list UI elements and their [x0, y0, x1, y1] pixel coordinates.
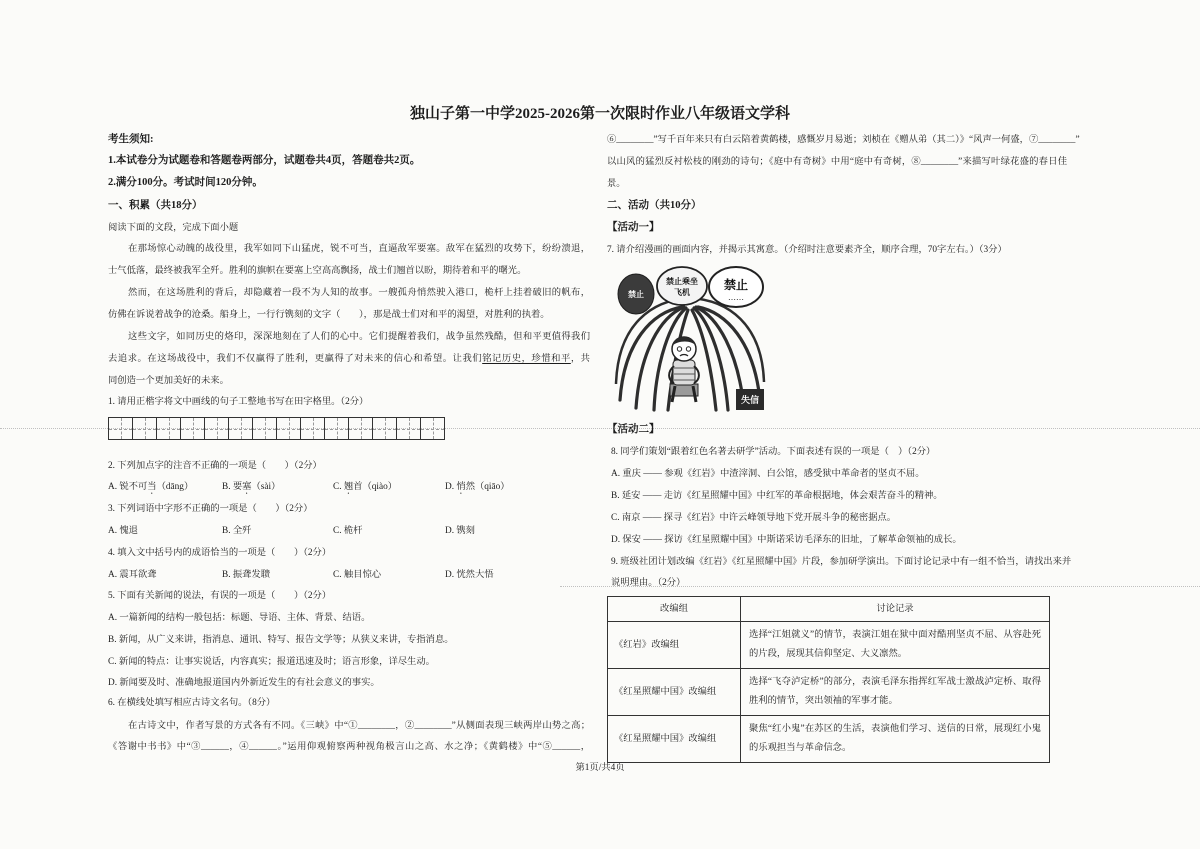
- option: C. 南京 —— 探寻《红岩》中许云峰领导地下党开展斗争的秘密据点。: [611, 513, 897, 523]
- option-text: B. 要: [222, 482, 243, 492]
- option: D. 新闻要及时、准确地报道国内外新近发生的有社会意义的事实。: [108, 678, 380, 688]
- tianzige-cell: [420, 417, 445, 440]
- option: D. 保安 —— 探访《红星照耀中国》中斯诺采访毛泽东的旧址，了解革命领袖的成长。: [611, 535, 962, 545]
- option: C. 新闻的特点：让事实说话，内容真实；报道迅速及时；语言形象，详尽生动。: [108, 657, 435, 667]
- notice-item: 1.本试卷分为试题卷和答题卷两部分，试题卷共4页，答题卷共2页。: [108, 155, 421, 166]
- passage-text: 去追求。在这场战役中，我们不仅赢得了胜利，更赢得了对未来的信心和希望。让我们: [108, 354, 483, 364]
- question-stem: 6. 在横线处填写相应古诗文名句。（8分）: [108, 698, 276, 708]
- ball-right: [709, 267, 763, 307]
- page-footer: 第1页/共4页: [575, 763, 625, 773]
- tag-label: 失信: [740, 395, 760, 405]
- question-stem: 9. 班级社团计划改编《红岩》《红星照耀中国》片段，参加研学演出。下面讨论记录中有一组不恰当，请找出来并: [611, 557, 1072, 567]
- option: C. 桅杆: [333, 526, 363, 536]
- option: [333, 480, 397, 497]
- dotted-char: 当: [147, 482, 157, 492]
- record-cell: 选择“飞夺泸定桥”的部分，表演毛泽东指挥红军战士激战泸定桥、取得胜利的情节，突出领袖的军事才能。: [741, 669, 1050, 716]
- tianzige-cell: [300, 417, 325, 440]
- option: [108, 480, 193, 497]
- dishonesty-tag: [736, 389, 764, 410]
- option: B. 延安 —— 走访《红星照耀中国》中红军的革命根据地，体会艰苦奋斗的精神。: [611, 491, 943, 501]
- group-cell: 《红星照耀中国》改编组: [608, 716, 741, 763]
- option: C. 触目惊心: [333, 570, 382, 580]
- table-row: [608, 622, 1050, 669]
- dotted-char: 悄: [456, 482, 466, 492]
- tianzige-cell: [324, 417, 349, 440]
- ball-label: ……: [728, 293, 744, 302]
- tianzige-cell: [228, 417, 253, 440]
- question-stem: 7. 请介绍漫画的画面内容，并揭示其寓意。（介绍时注意要素齐全，顺序合理，70字左右。）（3分）: [607, 245, 1007, 255]
- tianzige-cell: [180, 417, 205, 440]
- option-text: （dāng）: [156, 482, 194, 492]
- fill-blank-line: ⑥________”写千百年来只有白云陪着黄鹤楼，感慨岁月易逝；刘桢在《赠从弟（其二）》“风声一何盛，⑦________”: [607, 135, 1080, 145]
- question-stem: 5. 下面有关新闻的说法，有误的一项是（ ）（2分）: [108, 591, 332, 601]
- option-text: （sài）: [251, 482, 281, 492]
- boy-body: [673, 360, 695, 385]
- ball-label: 禁止: [723, 278, 749, 292]
- option: D. 恍然大悟: [445, 570, 494, 580]
- fill-blank-line: 在古诗文中，作者写景的方式各有不同。《三峡》中“①________，②________”从侧面表现三峡两岸山势之高；: [128, 721, 590, 731]
- option-text: C.: [333, 482, 344, 492]
- ball-label: 禁止: [628, 290, 644, 299]
- record-cell: 选择“江姐就义”的情节，表演江姐在狱中面对酷刑坚贞不屈、从容赴死的片段，展现其信仰坚定、大义凛然。: [741, 622, 1050, 669]
- option: B. 全歼: [222, 526, 252, 536]
- ball-middle: [657, 267, 707, 305]
- option-text: A. 锐不可: [108, 482, 148, 492]
- tianzige-cell: [276, 417, 301, 440]
- tianzige-cell: [204, 417, 229, 440]
- tianzige-grid: [108, 417, 444, 440]
- tianzige-cell: [396, 417, 421, 440]
- question-stem: 说明理由。（2分）: [611, 578, 686, 588]
- fill-blank-line: 景。: [607, 179, 626, 189]
- question-stem: 4. 填入文中括号内的成语恰当的一项是（ ）（2分）: [108, 548, 332, 558]
- question-stem: 2. 下列加点字的注音不正确的一项是（ ）（2分）: [108, 461, 322, 471]
- tianzige-cell: [156, 417, 181, 440]
- passage-line: 这些文字，如同历史的烙印，深深地刻在了人们的心中。它们提醒着我们，战争虽然残酷，但和平更值得我们: [128, 332, 590, 342]
- passage-line: 士气低落，最终被我军全歼。胜利的旗帜在要塞上空高高飘扬，战士们翘首以盼，期待着和平的曙光。: [108, 266, 527, 276]
- cartoon-image: [612, 262, 767, 414]
- page-title: 独山子第一中学2025-2026第一次限时作业八年级语文学科: [410, 106, 790, 122]
- ball-shape: [657, 267, 707, 305]
- fill-blank-line: 《答谢中书书》中“③______，④______。”运用仰观俯察两种视角极言山之高、水之净；《黄鹤楼》中“⑤______，: [108, 742, 590, 752]
- table-header-cell: 改编组: [608, 597, 741, 622]
- passage-line: 在那场惊心动魄的战役里，我军如同下山猛虎，锐不可当，直逼敌军要塞。敌军在猛烈的攻势下，纷纷溃退，: [128, 244, 590, 254]
- notice-item: 2.满分100分。考试时间120分钟。: [108, 177, 263, 188]
- passage-line: 仿佛在诉说着战争的沧桑。船身上，一行行镌刻的文字（ ），那是战士们对和平的渴望，对胜利的执着。: [108, 310, 550, 320]
- group-cell: 《红岩》改编组: [608, 622, 741, 669]
- tianzige-cell: [372, 417, 397, 440]
- passage-line: [108, 352, 590, 366]
- ball-label: 禁止乘坐: [666, 277, 698, 286]
- record-cell: 聚焦“红小鬼”在苏区的生活，表演他们学习、送信的日常，展现红小鬼的乐观担当与革命信念。: [741, 716, 1050, 763]
- dotted-char: 翘: [343, 482, 354, 492]
- option: B. 新闻，从广义来讲，指消息、通讯、特写、报告文学等；从狭义来讲，专指消息。: [108, 635, 454, 645]
- passage-line: 同创造一个更加美好的未来。: [108, 376, 229, 386]
- ball-left: [618, 274, 654, 314]
- dotted-char: 塞: [242, 482, 252, 492]
- option: B. 振聋发聩: [222, 570, 271, 580]
- question-stem: 1. 请用正楷字将文中画线的句子工整地书写在田字格里。（2分）: [108, 397, 369, 407]
- activity-heading: 【活动二】: [607, 424, 660, 435]
- tianzige-cell: [132, 417, 157, 440]
- question-stem: 8. 同学们策划“跟着红色名著去研学”活动。下面表述有误的一项是（ ）（2分）: [611, 447, 936, 457]
- table-row: [608, 716, 1050, 763]
- option: A. 愧退: [108, 526, 138, 536]
- reading-instruction: 阅读下面的文段，完成下面小题: [108, 223, 239, 233]
- option: A. 一篇新闻的结构一般包括：标题、导语、主体、背景、结语。: [108, 613, 371, 623]
- option: A. 震耳欲聋: [108, 570, 157, 580]
- notice-heading: 考生须知:: [108, 134, 154, 145]
- discussion-table: [607, 596, 1050, 763]
- question-stem: 3. 下列词语中字形不正确的一项是（ ）（2分）: [108, 504, 313, 514]
- passage-line: 然而，在这场胜利的背后，却隐藏着一段不为人知的故事。一艘孤舟悄然驶入港口，桅杆上挂着破旧的帆布，: [128, 288, 590, 298]
- option-text: D.: [445, 482, 457, 492]
- fill-blank-line: 以山风的猛烈反衬松枝的刚劲的诗句；《庭中有奇树》中用“庭中有奇树，⑧________”来描写叶绿花盛的春日佳: [607, 157, 1067, 167]
- group-cell: 《红星照耀中国》改编组: [608, 669, 741, 716]
- ball-label: 飞机: [674, 288, 690, 297]
- option: A. 重庆 —— 参观《红岩》中渣滓洞、白公馆，感受狱中革命者的坚贞不屈。: [611, 469, 925, 479]
- underlined-sentence: 铭记历史，珍惜和平: [482, 354, 571, 364]
- tianzige-cell: [348, 417, 373, 440]
- option: [445, 480, 510, 497]
- tianzige-cell: [108, 417, 133, 440]
- section-heading: 一、积累（共18分）: [108, 200, 203, 211]
- sitting-boy: [669, 337, 699, 402]
- passage-text: ，共: [570, 354, 590, 364]
- option: [222, 480, 280, 497]
- activity-heading: 【活动一】: [607, 222, 660, 233]
- table-row: [608, 669, 1050, 716]
- tianzige-cell: [252, 417, 277, 440]
- table-header-row: [608, 597, 1050, 622]
- option-text: 首（qiào）: [353, 482, 398, 492]
- option-text: 然（qiāo）: [465, 482, 510, 492]
- table-header-cell: 讨论记录: [741, 597, 1050, 622]
- option: D. 镌刻: [445, 526, 475, 536]
- section-heading: 二、活动（共10分）: [607, 200, 702, 211]
